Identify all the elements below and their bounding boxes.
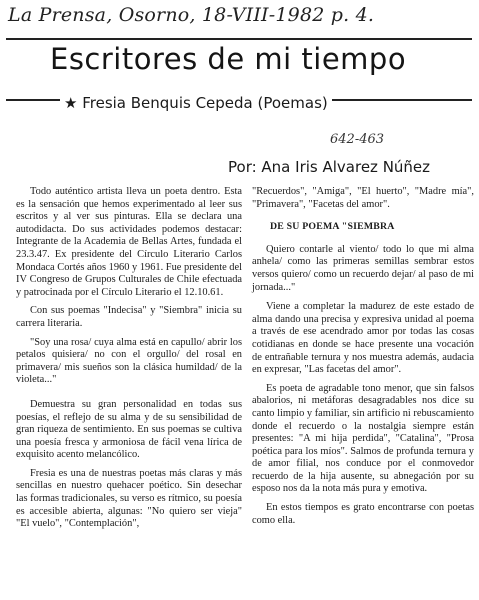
- paragraph: Demuestra su gran personalidad en todas sus poesías, el reflejo de su alma y de su sensibilidad de gran riqueza de sentimiento. En sus poemas se cultiva una poesía fresca y armoniosa de fácil vena lírica de exquisito acento melancólico.: [16, 398, 242, 461]
- top-rule: [6, 38, 472, 40]
- article-subheading: ★ Fresia Benquis Cepeda (Poemas): [60, 94, 332, 112]
- right-column: [252, 186, 474, 533]
- article-headline: Escritores de mi tiempo: [50, 42, 407, 76]
- author-byline: Por: Ana Iris Alvarez Núñez: [228, 158, 431, 176]
- poem-excerpt: "Soy una rosa/ cuya alma está en capullo/ abrir los petalos quisiera/ no con el orgullo/ del rosal en primavera/ mis sueños son la clásica humildad/ de la violeta...": [16, 336, 242, 386]
- paragraph-continuation: "Recuerdos", "Amiga", "El huerto", "Madre mía", "Primavera", "Facetas del amor".: [252, 186, 474, 210]
- paragraph: Viene a completar la madurez de este estado de alma dando una precisa y expresiva unidad al poema a través de ese acendrado amor por todas las cosas cotidianas en donde se hace presente una vocación de entrañable ternura y nos muestra además, audacia en expresar, "Las facetas del amor".: [252, 301, 474, 376]
- handwritten-source-note: La Prensa, Osorno, 18-VIII-1982 p. 4.: [8, 4, 375, 26]
- poem-excerpt: Quiero contarle al viento/ todo lo que mi alma anhela/ como las primeras semillas sembrar estos versos quiero/ como un recuerdo dejar/ al paso de mi jornada...": [252, 243, 474, 293]
- left-column: [16, 186, 242, 537]
- paragraph: Es poeta de agradable tono menor, que sin falsos abalorios, ni metáforas desagradables nos dice su canto limpio y familiar, sin artificio ni rebuscamiento donde el recuerdo o la nostalgia siempre están presentes: "A mi hija perdida", "Catalina", "Prosa poética para los míos". Salmos de profunda ternura y de amor filial, nos conduce por el conmovedor recuerdo de la hija ausente, su abnegación por su esposo nos da la nota más pura y emotiva.: [252, 382, 474, 495]
- paragraph: Fresia es una de nuestras poetas más claras y más sencillas en nuestro quehacer poético. Sin desechar las formas tradicionales, su verso es rítmico, su poesía es accesible abierta, algunas: "No quiero ser vieja" "El vuelo", "Contemplación",: [16, 467, 242, 530]
- poem-section-heading: DE SU POEMA "SIEMBRA: [270, 221, 395, 233]
- paragraph: En estos tiempos es grato encontrarse con poetas como ella.: [252, 502, 474, 526]
- paragraph: Todo auténtico artista lleva un poeta dentro. Esta es la sensación que hemos experimentado al leer sus escritos y al ver sus pinturas. Ella se declara una autodidacta. Do sus actividades podemos destacar: Integrante de la Academia de Bellas Artes, fundada el 23.3.47. Ex presidente del Círculo Literario Carlos Mondaca Cortés años 1960 y 1961. Fue presidente del IV Congreso de Grupos Culturales de Chile efectuada y patrocinada por el Círculo Literario el 12.10.61.: [16, 186, 242, 298]
- paragraph: Con sus poemas "Indecisa" y "Siembra" inicia su carrera literaria.: [16, 305, 242, 329]
- handwritten-page-numbers: 642-463: [330, 132, 385, 147]
